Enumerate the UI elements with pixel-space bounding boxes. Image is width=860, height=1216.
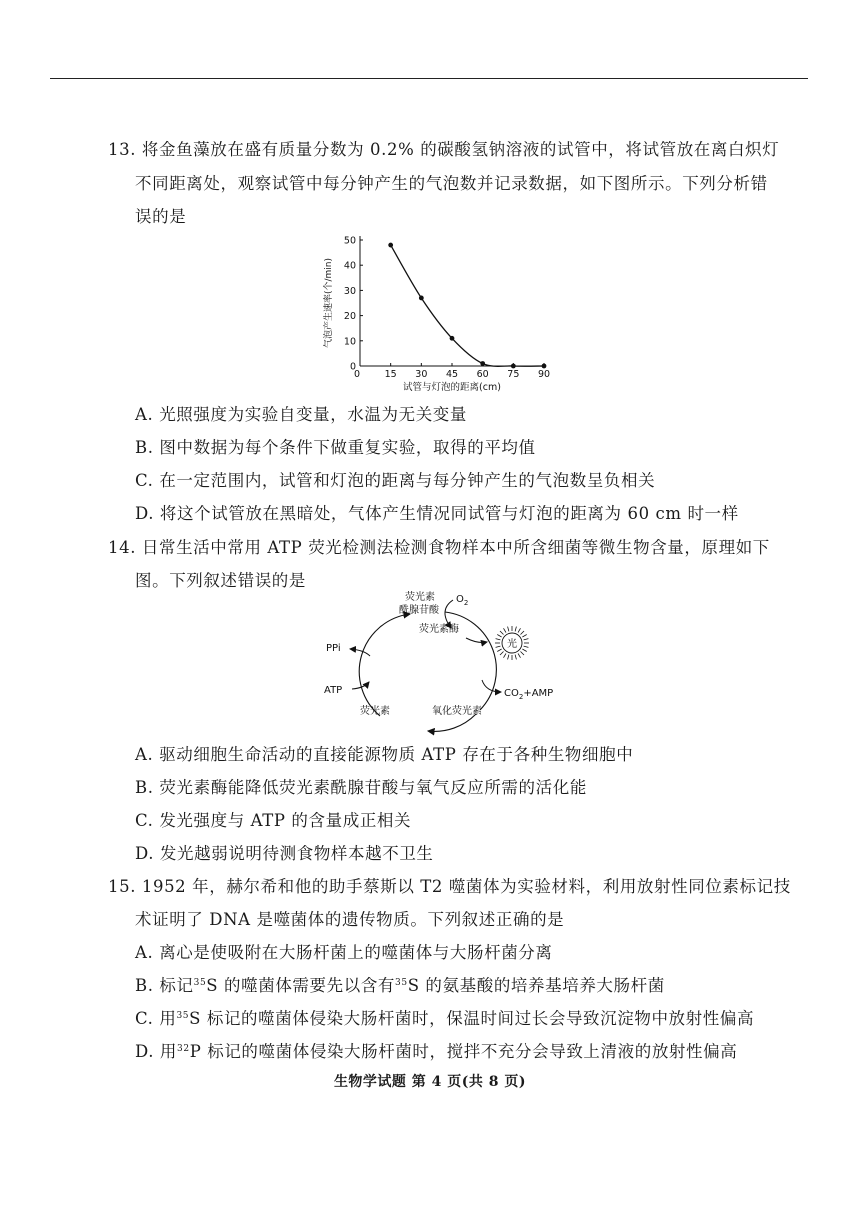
luciferin-label: 荧光素 (360, 706, 390, 717)
light-ray (497, 635, 501, 638)
light-ray (500, 651, 504, 655)
oxyluciferin-label: 氧化荧光素 (432, 706, 482, 717)
q13-stem-line2: 不同距离处，观察试管中每分钟产生的气泡数并记录数据，如下图所示。下列分析错 (135, 174, 768, 193)
o2-label: $O_2$ (456, 594, 469, 607)
co2-amp-label: $CO_2+AMP$ (504, 688, 554, 701)
q13-option-d: D. 将这个试管放在黑暗处，气体产生情况同试管与灯泡的距离为 60 cm 时一样 (135, 504, 739, 523)
light-ray (500, 631, 504, 635)
chart-point (480, 361, 485, 366)
q13-option-c: C. 在一定范围内，试管和灯泡的距离与每分钟产生的气泡数呈负相关 (135, 471, 656, 490)
header-rule (50, 78, 808, 79)
light-ray (520, 651, 524, 655)
enzyme-label: 荧光素酶 (419, 624, 459, 635)
chart-axes (360, 236, 546, 366)
light-ray (524, 646, 529, 647)
q13-stem-line1: 13. 将金鱼藻放在盛有质量分数为 0.2% 的碳酸氢钠溶液的试管中，将试管放在离白炽灯 (108, 140, 780, 159)
light-ray (496, 639, 501, 640)
light-ray (497, 649, 501, 652)
chart-point (419, 296, 424, 301)
light-ray (508, 627, 509, 632)
chart-x-tick-label: 0 (353, 369, 361, 380)
q15-stem-line1: 15. 1952 年，赫尔希和他的助手蔡斯以 T2 噬菌体为实验材料，利用放射性同位素标记技 (108, 877, 791, 896)
q15-option-c: C. 用$^{35}$S 标记的噬菌体侵染大肠杆菌时，保温时间过长会导致沉淀物中放射性偏高 (135, 1009, 755, 1028)
bubble-rate-chart (318, 228, 554, 394)
q15-option-b: B. 标记$^{35}$S 的噬菌体需要先以含有$^{35}$S 的氨基酸的培养基培养大肠杆菌 (135, 976, 665, 995)
light-ray (518, 653, 521, 657)
q14-option-d: D. 发光越弱说明待测食物样本越不卫生 (135, 844, 434, 863)
q14-option-b: B. 荧光素酶能降低荧光素酰腺苷酸与氧气反应所需的活化能 (135, 778, 587, 797)
chart-points (388, 243, 546, 369)
chart-series-line (391, 245, 544, 366)
q14-option-c: C. 发光强度与 ATP 的含量成正相关 (135, 811, 412, 830)
co2-arrow (482, 680, 501, 692)
light-ray (508, 655, 509, 660)
chart-y-tick-label: 20 (343, 311, 356, 323)
chart-point (542, 364, 547, 369)
chart-y-tick-label: 40 (343, 260, 356, 272)
q15-stem-line2: 术证明了 DNA 是噬菌体的遗传物质。下列叙述正确的是 (135, 910, 565, 929)
chart-x-tick-label: 90 (537, 369, 551, 380)
atp-label: ATP (324, 685, 343, 696)
light-ray (504, 653, 507, 657)
q13-option-a: A. 光照强度为实验自变量，水温为无关变量 (135, 405, 468, 424)
chart-x-tick-label: 45 (445, 369, 459, 380)
q14-option-a: A. 驱动细胞生命活动的直接能源物质 ATP 存在于各种生物细胞中 (135, 745, 634, 764)
chart-x-tick-label: 75 (507, 369, 520, 380)
light-ray (520, 631, 524, 635)
chart-point (388, 243, 393, 248)
chart-x-tick-label: 60 (476, 369, 489, 380)
chart-x-label: 试管与灯泡的距离(cm) (403, 382, 501, 393)
q15-option-a: A. 离心是使吸附在大肠杆菌上的噬菌体与大肠杆菌分离 (135, 943, 553, 962)
light-ray (524, 639, 529, 640)
q14-stem-line1: 14. 日常生活中常用 ATP 荧光检测法检测食物样本中所含细菌等微生物含量，原理如下 (108, 538, 770, 557)
light-ray (515, 655, 516, 660)
ppi-arrow (350, 649, 370, 656)
luciferyl-adenylate-label-1: 荧光素 (405, 592, 435, 603)
chart-x-tick-label: 15 (384, 369, 397, 380)
q13-stem-line3: 误的是 (135, 207, 187, 226)
light-ray (496, 646, 501, 647)
light-label: 光 (507, 639, 517, 650)
q14-stem-line2: 图。下列叙述错误的是 (135, 571, 306, 590)
light-ray (518, 628, 521, 632)
chart-y-tick-label: 50 (343, 235, 356, 247)
light-arrow (466, 638, 487, 643)
atp-fluorescence-diagram (320, 588, 570, 738)
luciferyl-adenylate-label-2: 酰腺苷酸 (399, 605, 439, 616)
cycle-arc-left (359, 614, 410, 716)
chart-point (511, 364, 516, 369)
light-ray (504, 628, 507, 632)
chart-x-tick-label: 30 (415, 369, 428, 380)
light-ray (515, 627, 516, 632)
light-ray (522, 635, 526, 638)
chart-y-tick-label: 10 (343, 336, 356, 348)
chart-y-label: 气泡产生速率(个/min) (324, 257, 334, 349)
q13-option-b: B. 图中数据为每个条件下做重复实验，取得的平均值 (135, 438, 536, 457)
ppi-label: PPi (326, 643, 341, 654)
chart-point (450, 336, 455, 341)
page-footer: 生物学试题 第 4 页(共 8 页) (333, 1074, 527, 1090)
chart-y-tick-label: 0 (349, 361, 356, 373)
q15-option-d: D. 用$^{32}$P 标记的噬菌体侵染大肠杆菌时，搅拌不充分会导致上清液的放射性偏高 (135, 1042, 738, 1061)
chart-y-tick-label: 30 (343, 285, 356, 297)
light-ray (522, 649, 526, 652)
